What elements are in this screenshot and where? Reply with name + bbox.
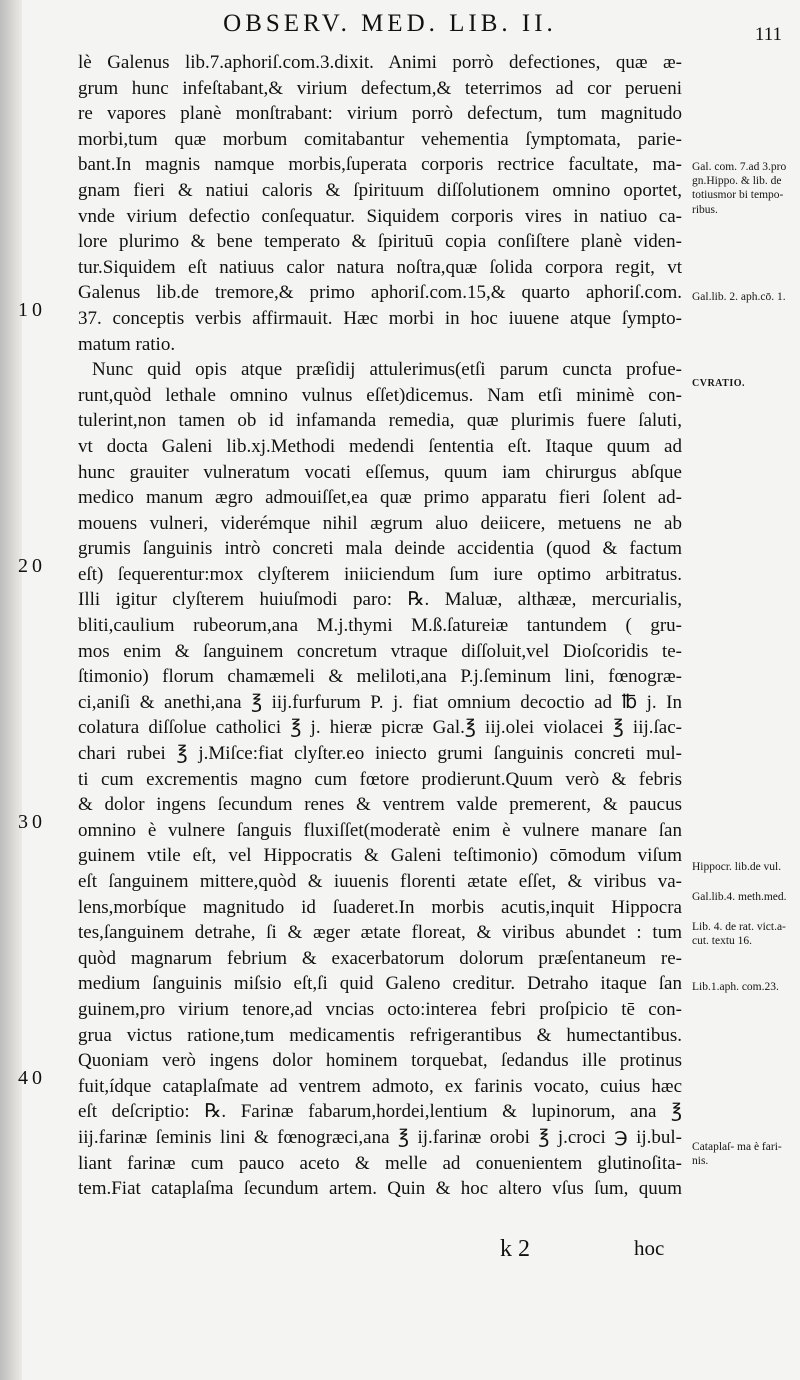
text-line: Quoniam verò ingens dolor hominem torquebat, ſedandus ille protinus (78, 1050, 682, 1072)
text-line: medium ſanguinis miſsio eſt,ſi quid Galeno creditur. Detraho itaque ſan (78, 973, 682, 995)
text-line: guinem vtile eſt, vel Hippocratis & Galeni teſtimonio) cōmodum viſum (78, 845, 682, 867)
text-line: Illi igitur clyſterem huiuſmodi paro: ℞. Maluæ, althææ, mercurialis, (78, 589, 682, 611)
text-line: runt,quòd lethale omnino vulnus eſſet)dicemus. Nam etſi minimè con- (78, 384, 682, 406)
text-line: lore plurimo & bene temperato & ſpirituū copia conſiſtere planè viden- (78, 231, 682, 253)
margin-note: Cataplaſ- ma è fari- nis. (692, 1141, 782, 1168)
text-line: liant farinæ cum pauco aceto & melle ad conuenientem glutinoſita- (78, 1152, 682, 1174)
text-line: lè Galenus lib.7.aphoriſ.com.3.dixit. Animi porrò defectiones, quæ æ- (78, 52, 682, 73)
text-line: ci,aniſi & anethi,ana ℥ iij.furfurum P. j. fiat omnium decoctio ad ℔ j. In (78, 691, 682, 713)
text-line: 37. conceptis verbis affirmauit. Hæc morbi in hoc iuuene atque ſympto- (78, 307, 682, 329)
running-head: OBSERV. MED. LIB. II. (223, 10, 557, 37)
margin-note: Lib.1.aph. com.23. (692, 981, 779, 993)
line-number: 40 (18, 1067, 46, 1089)
line-number: 30 (18, 811, 46, 833)
text-line: re vapores planè monſtrabant: virium porrò defectum, tum magnitudo (78, 103, 682, 125)
text-line: gnam fieri & natiui caloris & ſpirituum diſſolutionem omnino oportet, (78, 179, 682, 201)
text-line: tem.Fiat cataplaſma ſecundum artem. Quin & hoc altero vſus ſum, quum (78, 1178, 682, 1200)
text-line: ſtimonio) florum chamæmeli & meliloti,ana P.j.ſeminum lini, fœnogræ- (78, 666, 682, 688)
text-line: ti cum excrementis magno cum fœtore prodierunt.Quum verò & febris (78, 768, 682, 790)
text-line: vnde virium defectio conſequatur. Siquidem corporis vires in natiuo ca- (78, 205, 682, 227)
margin-note: Hippocr. lib.de vul. (692, 861, 782, 873)
text-line: quòd magnarum febrium & exacerbatorum dolorum præſentaneum re- (78, 947, 682, 969)
text-line: medico manum ægro admouiſſet,ea quæ primo apparatu fieri ſolent ad- (78, 487, 682, 509)
text-line: tur.Siquidem eſt natiuus calor natura noſtra,quæ ſolida corpora regit, vt (78, 256, 682, 278)
text-line: bant.In magnis namque morbis,ſuperata corporis rectrice facultate, ma- (78, 154, 682, 176)
text-line: mouens vulneri, viderémque nihil ægrum aluo deiicere, metuens ne ab (78, 512, 682, 534)
page-gutter-shadow (0, 0, 22, 1380)
text-line: hunc grauiter vulneratum vocati eſſemus, quum iam chirurgus abſque (78, 461, 682, 483)
text-line: vt docta Galeni lib.xj.Methodi medendi ſententia eſt. Itaque quum ad (78, 435, 682, 457)
signature-mark: k 2 (500, 1236, 530, 1262)
text-line: colatura diſſolue catholici ℥ j. hieræ picræ Gal.℥ iij.olei violacei ℥ iij.ſac- (78, 717, 682, 739)
text-line: morbi,tum quæ morbum comitabantur vehementia ſymptomata, parie- (78, 128, 682, 150)
text-line: chari rubei ℥ j.Miſce:fiat clyſter.eo iniecto grumi ſanguinis concreti mul- (78, 743, 682, 765)
text-line: eſt ſanguinem mittere,quòd & iuuenis florenti ætate eſſet, & viribus va- (78, 871, 682, 892)
line-number: 10 (18, 299, 46, 321)
text-line: matum ratio. (78, 333, 176, 355)
text-line: tulerint,non tamen ob id infamanda remedia, quæ plurimis fuere ſaluti, (78, 410, 682, 432)
text-line: Nunc quid opis atque præſidij attulerimus(etſi parum cuncta profue- (92, 359, 682, 381)
text-line: lens,morbíque magnitudo id ſuaderet.In morbis acutis,inquit Hippocra (78, 896, 682, 918)
text-line: fuit,ídque cataplaſmate ad ventrem admoto, ex farinis vocato, cuius hæc (78, 1075, 682, 1097)
line-number: 20 (18, 555, 46, 577)
text-line: eſt) ſequerentur:mox clyſterem iniiciendum ſum iure optimo arbitratus. (78, 563, 682, 585)
text-line: & dolor ingens ſecundum renes & ventrem valde premerent, & paucus (78, 794, 682, 816)
text-line (78, 1202, 682, 1228)
text-line: mos enim & ſanguinem concretum vtraque diſſoluit,vel Dioſcoridis te- (78, 640, 682, 662)
text-line: Galenus lib.de tremore,& primo aphoriſ.com.15,& quarto aphoriſ.com. (78, 282, 682, 304)
text-line: omnino è vulnere ſanguis fluxiſſet(moderatè enim è vulnere manare ſan (78, 819, 682, 841)
margin-note: Gal. com. 7.ad 3.pro gn.Hippo. & lib. de totiusmor bi tempo- ribus. (692, 161, 787, 216)
text-line: grumis ſanguinis intrò concreti mala deinde accidentia (quod & factum (78, 538, 682, 560)
text-line: grua victus ratione,tum medicamentis refrigerantibus & humectantibus. (78, 1024, 682, 1046)
text-line: guinem,pro virium tenore,ad vncias octo:interea febri proſpicio tē con- (78, 998, 682, 1020)
text-line: bliti,caulium rubeorum,ana M.j.thymi M.ß.ſatureiæ tantundem ( gru- (78, 615, 682, 637)
margin-note: Gal.lib. 2. aph.cō. 1. (692, 291, 786, 303)
text-line: eſt deſcriptio: ℞. Farinæ fabarum,hordei,lentium & lupinorum, ana ℥ (78, 1101, 682, 1123)
margin-note: Gal.lib.4. meth.med. (692, 891, 787, 903)
catchword: hoc (634, 1236, 665, 1260)
text-line: tes,ſanguinem detrahe, ſi & æger ætate floreat, & viribus abundet : tum (78, 922, 682, 944)
margin-note-heading: CVRATIO. (692, 378, 745, 389)
text-line: iij.farinæ ſeminis lini & fœnogræci,ana ℥ ij.farinæ orobi ℥ j.croci ℈ ij.bul- (78, 1126, 682, 1148)
margin-note: Lib. 4. de rat. vict.a- cut. textu 16. (692, 921, 786, 948)
text-line: grum hunc infeſtabant,& virium defectum,& teterrimos ad cor perueni (78, 77, 682, 99)
page-number: 111 (754, 24, 782, 45)
body-text (78, 50, 682, 1227)
